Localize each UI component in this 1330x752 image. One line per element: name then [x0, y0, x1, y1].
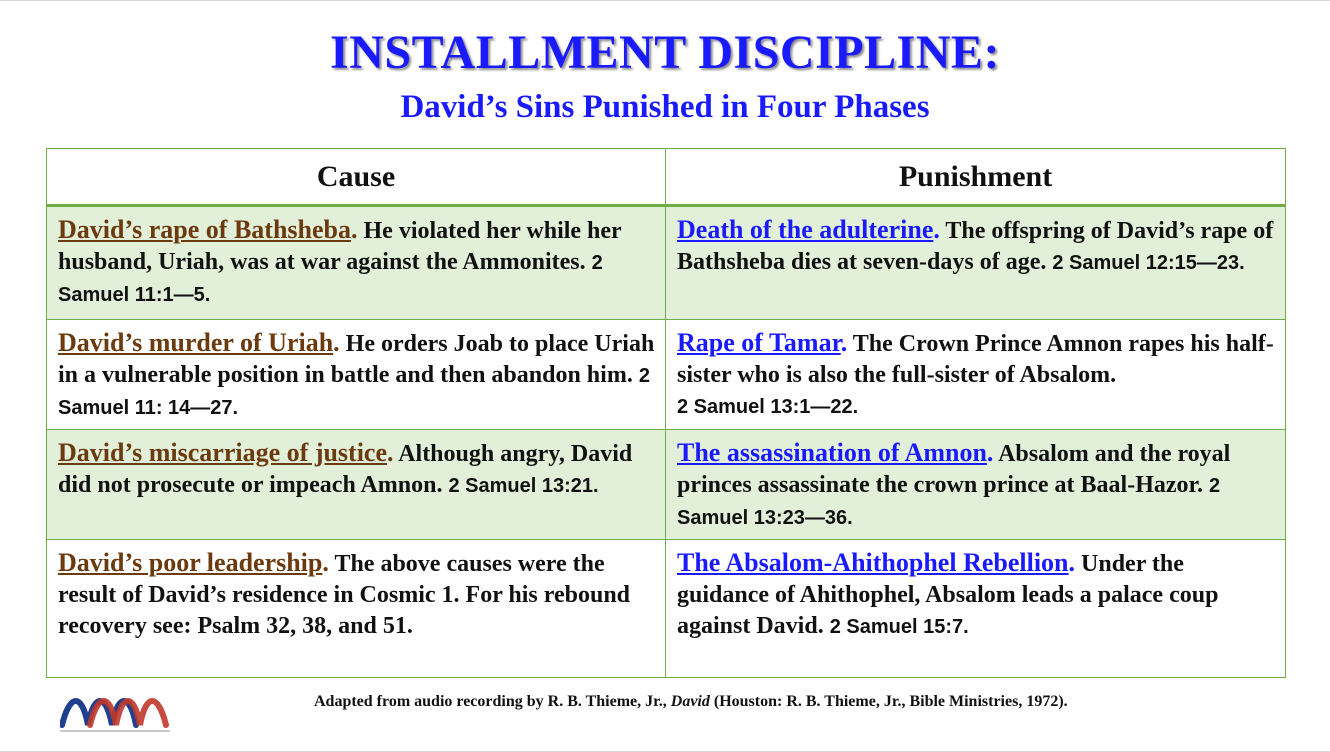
table-row: [47, 320, 1286, 430]
page-title: INSTALLMENT DISCIPLINE:: [330, 26, 1000, 79]
cause-text: Although angry, David did not prosecute or impeach Amnon.: [58, 441, 633, 498]
punishment-lead: The assassination of Amnon: [677, 438, 987, 467]
table-row: [47, 540, 1286, 678]
punishment-lead: The Absalom-Ahithophel Rebellion: [677, 548, 1069, 577]
punishment-reference: 2 Samuel 13:1—22.: [677, 396, 859, 418]
table-header-row: [47, 149, 1286, 206]
punishment-text: The offspring of David’s rape of Bathsheba dies at seven-days of age.: [677, 218, 1274, 275]
cause-text: The above causes were the result of David’s residence in Cosmic 1. For his rebound recovery see:: [58, 551, 631, 639]
discipline-table: [46, 148, 1286, 678]
cause-lead: David’s murder of Uriah: [58, 328, 334, 357]
punishment-cell: The assassination of Amnon. Absalom and the royal princes assassinate the crown prince at Baal-Hazor. 2 Samuel 13:23—36.: [666, 430, 1286, 540]
cause-lead: David’s rape of Bathsheba: [58, 215, 352, 244]
punishment-lead: Death of the adulterine: [677, 215, 934, 244]
header-punishment: Punishment: [666, 149, 1286, 206]
punishment-cell: Death of the adulterine. The offspring of David’s rape of Bathsheba dies at seven-days of age. 2 Samuel 12:15—23.: [666, 206, 1286, 320]
punishment-reference: 2 Samuel 15:7.: [829, 616, 969, 638]
cause-cell: David’s murder of Uriah. He orders Joab to place Uriah in a vulnerable position in battle and then abandon him. 2 Samuel 11: 14—27.: [47, 320, 666, 430]
cause-reference: 2 Samuel 13:21.: [448, 475, 599, 497]
punishment-cell: Rape of Tamar. The Crown Prince Amnon rapes his half-sister who is also the full-sister of Absalom. 2 Samuel 13:1—22.: [666, 320, 1286, 430]
punishment-text: Absalom and the royal princes assassinate the crown prince at Baal-Hazor.: [677, 441, 1231, 498]
cause-reference: Psalm 32, 38, and 51.: [197, 613, 413, 639]
cause-text: He violated her while her husband, Uriah, was at war against the Ammonites.: [58, 218, 622, 275]
table-row: [47, 430, 1286, 540]
cause-text: He orders Joab to place Uriah in a vulnerable position in battle and then abandon him.: [58, 331, 655, 388]
ministry-logo-icon: [60, 685, 172, 733]
punishment-reference: 2 Samuel 13:23—36.: [677, 475, 1221, 529]
cause-reference: 2 Samuel 11:1—5.: [58, 252, 603, 306]
cause-reference: 2 Samuel 11: 14—27.: [58, 365, 650, 419]
cause-cell: David’s rape of Bathsheba. He violated her while her husband, Uriah, was at war against the Ammonites. 2 Samuel 11:1—5.: [47, 206, 666, 320]
punishment-lead: Rape of Tamar: [677, 328, 841, 357]
footer-citation: Adapted from audio recording by R. B. Thieme, Jr., David (Houston: R. B. Thieme, Jr., Bible Ministries, 1972).: [314, 693, 1068, 710]
punishment-text: The Crown Prince Amnon rapes his half-sister who is also the full-sister of Absalom.: [677, 331, 1274, 388]
header-cause: Cause: [47, 149, 666, 206]
cause-lead: David’s poor leadership: [58, 548, 323, 577]
punishment-text: Under the guidance of Ahithophel, Absalom leads a palace coup against David.: [677, 551, 1219, 639]
page-subtitle: David’s Sins Punished in Four Phases: [400, 89, 930, 125]
punishment-reference: 2 Samuel 12:15—23.: [1052, 252, 1245, 274]
punishment-cell: The Absalom-Ahithophel Rebellion. Under the guidance of Ahithophel, Absalom leads a palace coup against David. 2 Samuel 15:7.: [666, 540, 1286, 678]
cause-cell: David’s poor leadership. The above causes were the result of David’s residence in Cosmic 1. For his rebound recovery see: Psalm 32, 38, and 51.: [47, 540, 666, 678]
cause-cell: David’s miscarriage of justice. Although angry, David did not prosecute or impeach Amnon. 2 Samuel 13:21.: [47, 430, 666, 540]
cause-lead: David’s miscarriage of justice: [58, 438, 388, 467]
table-row: [47, 206, 1286, 320]
